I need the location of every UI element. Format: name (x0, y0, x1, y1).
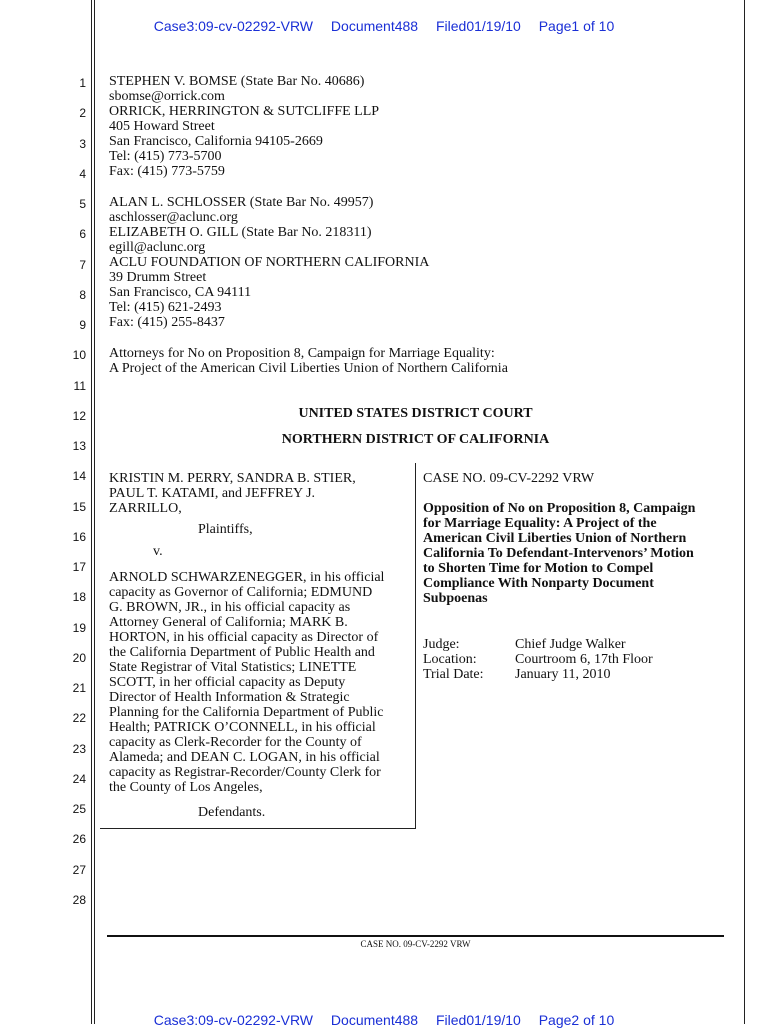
defendants-line: the County of Los Angeles, (109, 780, 263, 795)
line-number: 26 (72, 832, 86, 846)
line-number: 22 (72, 711, 86, 725)
defendants-line: capacity as Clerk-Recorder for the County of (109, 735, 362, 750)
court-district: NORTHERN DISTRICT OF CALIFORNIA (281, 432, 550, 447)
plaintiffs-line: PAUL T. KATAMI, and JEFFREY J. (109, 486, 316, 501)
header-case: Case3:09-cv-02292-VRW (153, 1012, 314, 1028)
line-number: 12 (72, 409, 86, 423)
counsel-line: San Francisco, CA 94111 (109, 285, 252, 300)
detail-label: Judge: (423, 637, 460, 652)
detail-row (423, 637, 653, 652)
line-number: 16 (72, 530, 86, 544)
counsel-line: Tel: (415) 773-5700 (109, 149, 222, 164)
line-number: 5 (79, 197, 86, 211)
header-document: Document488 (330, 1012, 419, 1028)
document-title-line: California To Defendant-Intervenors’ Motion (423, 546, 694, 561)
counsel-line: ALAN L. SCHLOSSER (State Bar No. 49957) (109, 195, 374, 210)
document-title-line: Compliance With Nonparty Document (423, 576, 654, 591)
line-number: 9 (79, 318, 86, 332)
line-number: 28 (72, 893, 86, 907)
header-document: Document488 (330, 18, 419, 34)
line-number: 13 (72, 439, 86, 453)
left-margin-rule-1 (91, 0, 92, 1024)
line-number: 15 (72, 500, 86, 514)
detail-value: Chief Judge Walker (515, 637, 626, 652)
caption-bottom-rule (100, 828, 416, 829)
counsel-line: STEPHEN V. BOMSE (State Bar No. 40686) (109, 74, 365, 89)
line-number: 11 (73, 379, 86, 393)
detail-row (423, 652, 653, 667)
defendants-line: the California Department of Public Health and (109, 645, 375, 660)
document-title-line: for Marriage Equality: A Project of the (423, 516, 657, 531)
counsel-line: San Francisco, California 94105-2669 (109, 134, 323, 149)
line-number: 25 (72, 802, 86, 816)
counsel-block-orrick (109, 74, 379, 179)
caption-divider (415, 463, 416, 829)
plaintiffs-line: KRISTIN M. PERRY, SANDRA B. STIER, (109, 471, 356, 486)
line-number: 18 (72, 590, 86, 604)
line-number: 10 (72, 348, 86, 362)
counsel-line: ACLU FOUNDATION OF NORTHERN CALIFORNIA (109, 255, 430, 270)
line-number: 27 (72, 863, 86, 877)
detail-value: Courtroom 6, 17th Floor (515, 652, 653, 667)
defendants-block (109, 570, 384, 795)
court-name: UNITED STATES DISTRICT COURT (298, 406, 533, 421)
line-number: 19 (72, 621, 86, 635)
header-case: Case3:09-cv-02292-VRW (153, 18, 314, 34)
detail-value: January 11, 2010 (515, 667, 611, 682)
ecf-header (0, 18, 768, 34)
document-title-line: Opposition of No on Proposition 8, Campaign (423, 501, 696, 516)
defendants-label: Defendants. (198, 805, 266, 820)
document-title (423, 501, 695, 606)
defendants-line: ARNOLD SCHWARZENEGGER, in his official (109, 570, 385, 585)
header-page: Page1 of 10 (538, 18, 615, 34)
line-number: 3 (79, 137, 86, 151)
line-number: 14 (72, 469, 86, 483)
defendants-line: Alameda; and DEAN C. LOGAN, in his official (109, 750, 380, 765)
counsel-line: sbomse@orrick.com (109, 89, 225, 104)
line-number: 8 (79, 288, 86, 302)
defendants-line: Health; PATRICK O’CONNELL, in his official (109, 720, 376, 735)
counsel-line: Fax: (415) 773-5759 (109, 164, 225, 179)
defendants-line: capacity as Registrar-Recorder/County Clerk for (109, 765, 381, 780)
defendants-line: G. BROWN, JR., in his official capacity as (109, 600, 351, 615)
attorneys-for (109, 346, 508, 376)
counsel-line: ORRICK, HERRINGTON & SUTCLIFFE LLP (109, 104, 380, 119)
counsel-line: Fax: (415) 255-8437 (109, 315, 225, 330)
detail-label: Trial Date: (423, 667, 484, 682)
defendants-line: Attorney General of California; MARK B. (109, 615, 348, 630)
defendants-line: State Registrar of Vital Statistics; LINETTE (109, 660, 357, 675)
counsel-line: ELIZABETH O. GILL (State Bar No. 218311) (109, 225, 372, 240)
counsel-block-aclu (109, 195, 429, 330)
defendants-line: capacity as Governor of California; EDMUND (109, 585, 373, 600)
header-filed: Filed01/19/10 (435, 18, 521, 34)
document-title-line: Subpoenas (423, 591, 488, 606)
versus: v. (153, 544, 163, 559)
line-number: 6 (79, 227, 86, 241)
right-margin-rule (744, 0, 745, 1024)
defendants-line: Director of Health Information & Strategic (109, 690, 350, 705)
line-number: 20 (72, 651, 86, 665)
line-number: 24 (72, 772, 86, 786)
line-number: 2 (79, 106, 86, 120)
line-number: 17 (72, 560, 86, 574)
plaintiffs-label: Plaintiffs, (198, 522, 253, 537)
line-number: 23 (72, 742, 86, 756)
line-number: 21 (72, 681, 86, 695)
defendants-line: SCOTT, in her official capacity as Deputy (109, 675, 346, 690)
next-page-header (0, 1012, 768, 1028)
defendants-line: HORTON, in his official capacity as Director of (109, 630, 379, 645)
attorneys-for-line: Attorneys for No on Proposition 8, Campaign for Marriage Equality: (109, 346, 495, 361)
defendants-line: Planning for the California Department of Public (109, 705, 384, 720)
detail-label: Location: (423, 652, 477, 667)
case-number: CASE NO. 09-CV-2292 VRW (423, 471, 595, 486)
document-title-line: American Civil Liberties Union of Northern (423, 531, 687, 546)
left-margin-rule-2 (94, 0, 95, 1024)
header-filed: Filed01/19/10 (435, 1012, 521, 1028)
plaintiffs-line: ZARRILLO, (109, 501, 182, 516)
case-details (423, 637, 653, 682)
plaintiffs-block (109, 471, 356, 516)
counsel-line: aschlosser@aclunc.org (109, 210, 238, 225)
line-number: 1 (79, 76, 86, 90)
footer-rule (107, 935, 724, 937)
footer-case-number: CASE NO. 09-CV-2292 VRW (360, 939, 471, 949)
line-number: 7 (79, 258, 86, 272)
counsel-line: egill@aclunc.org (109, 240, 206, 255)
counsel-line: 405 Howard Street (109, 119, 215, 134)
detail-row (423, 667, 653, 682)
document-title-line: to Shorten Time for Motion to Compel (423, 561, 654, 576)
line-number: 4 (79, 167, 86, 181)
attorneys-for-line: A Project of the American Civil Liberties Union of Northern California (109, 361, 508, 376)
header-page: Page2 of 10 (538, 1012, 615, 1028)
counsel-line: 39 Drumm Street (109, 270, 207, 285)
counsel-line: Tel: (415) 621-2493 (109, 300, 222, 315)
